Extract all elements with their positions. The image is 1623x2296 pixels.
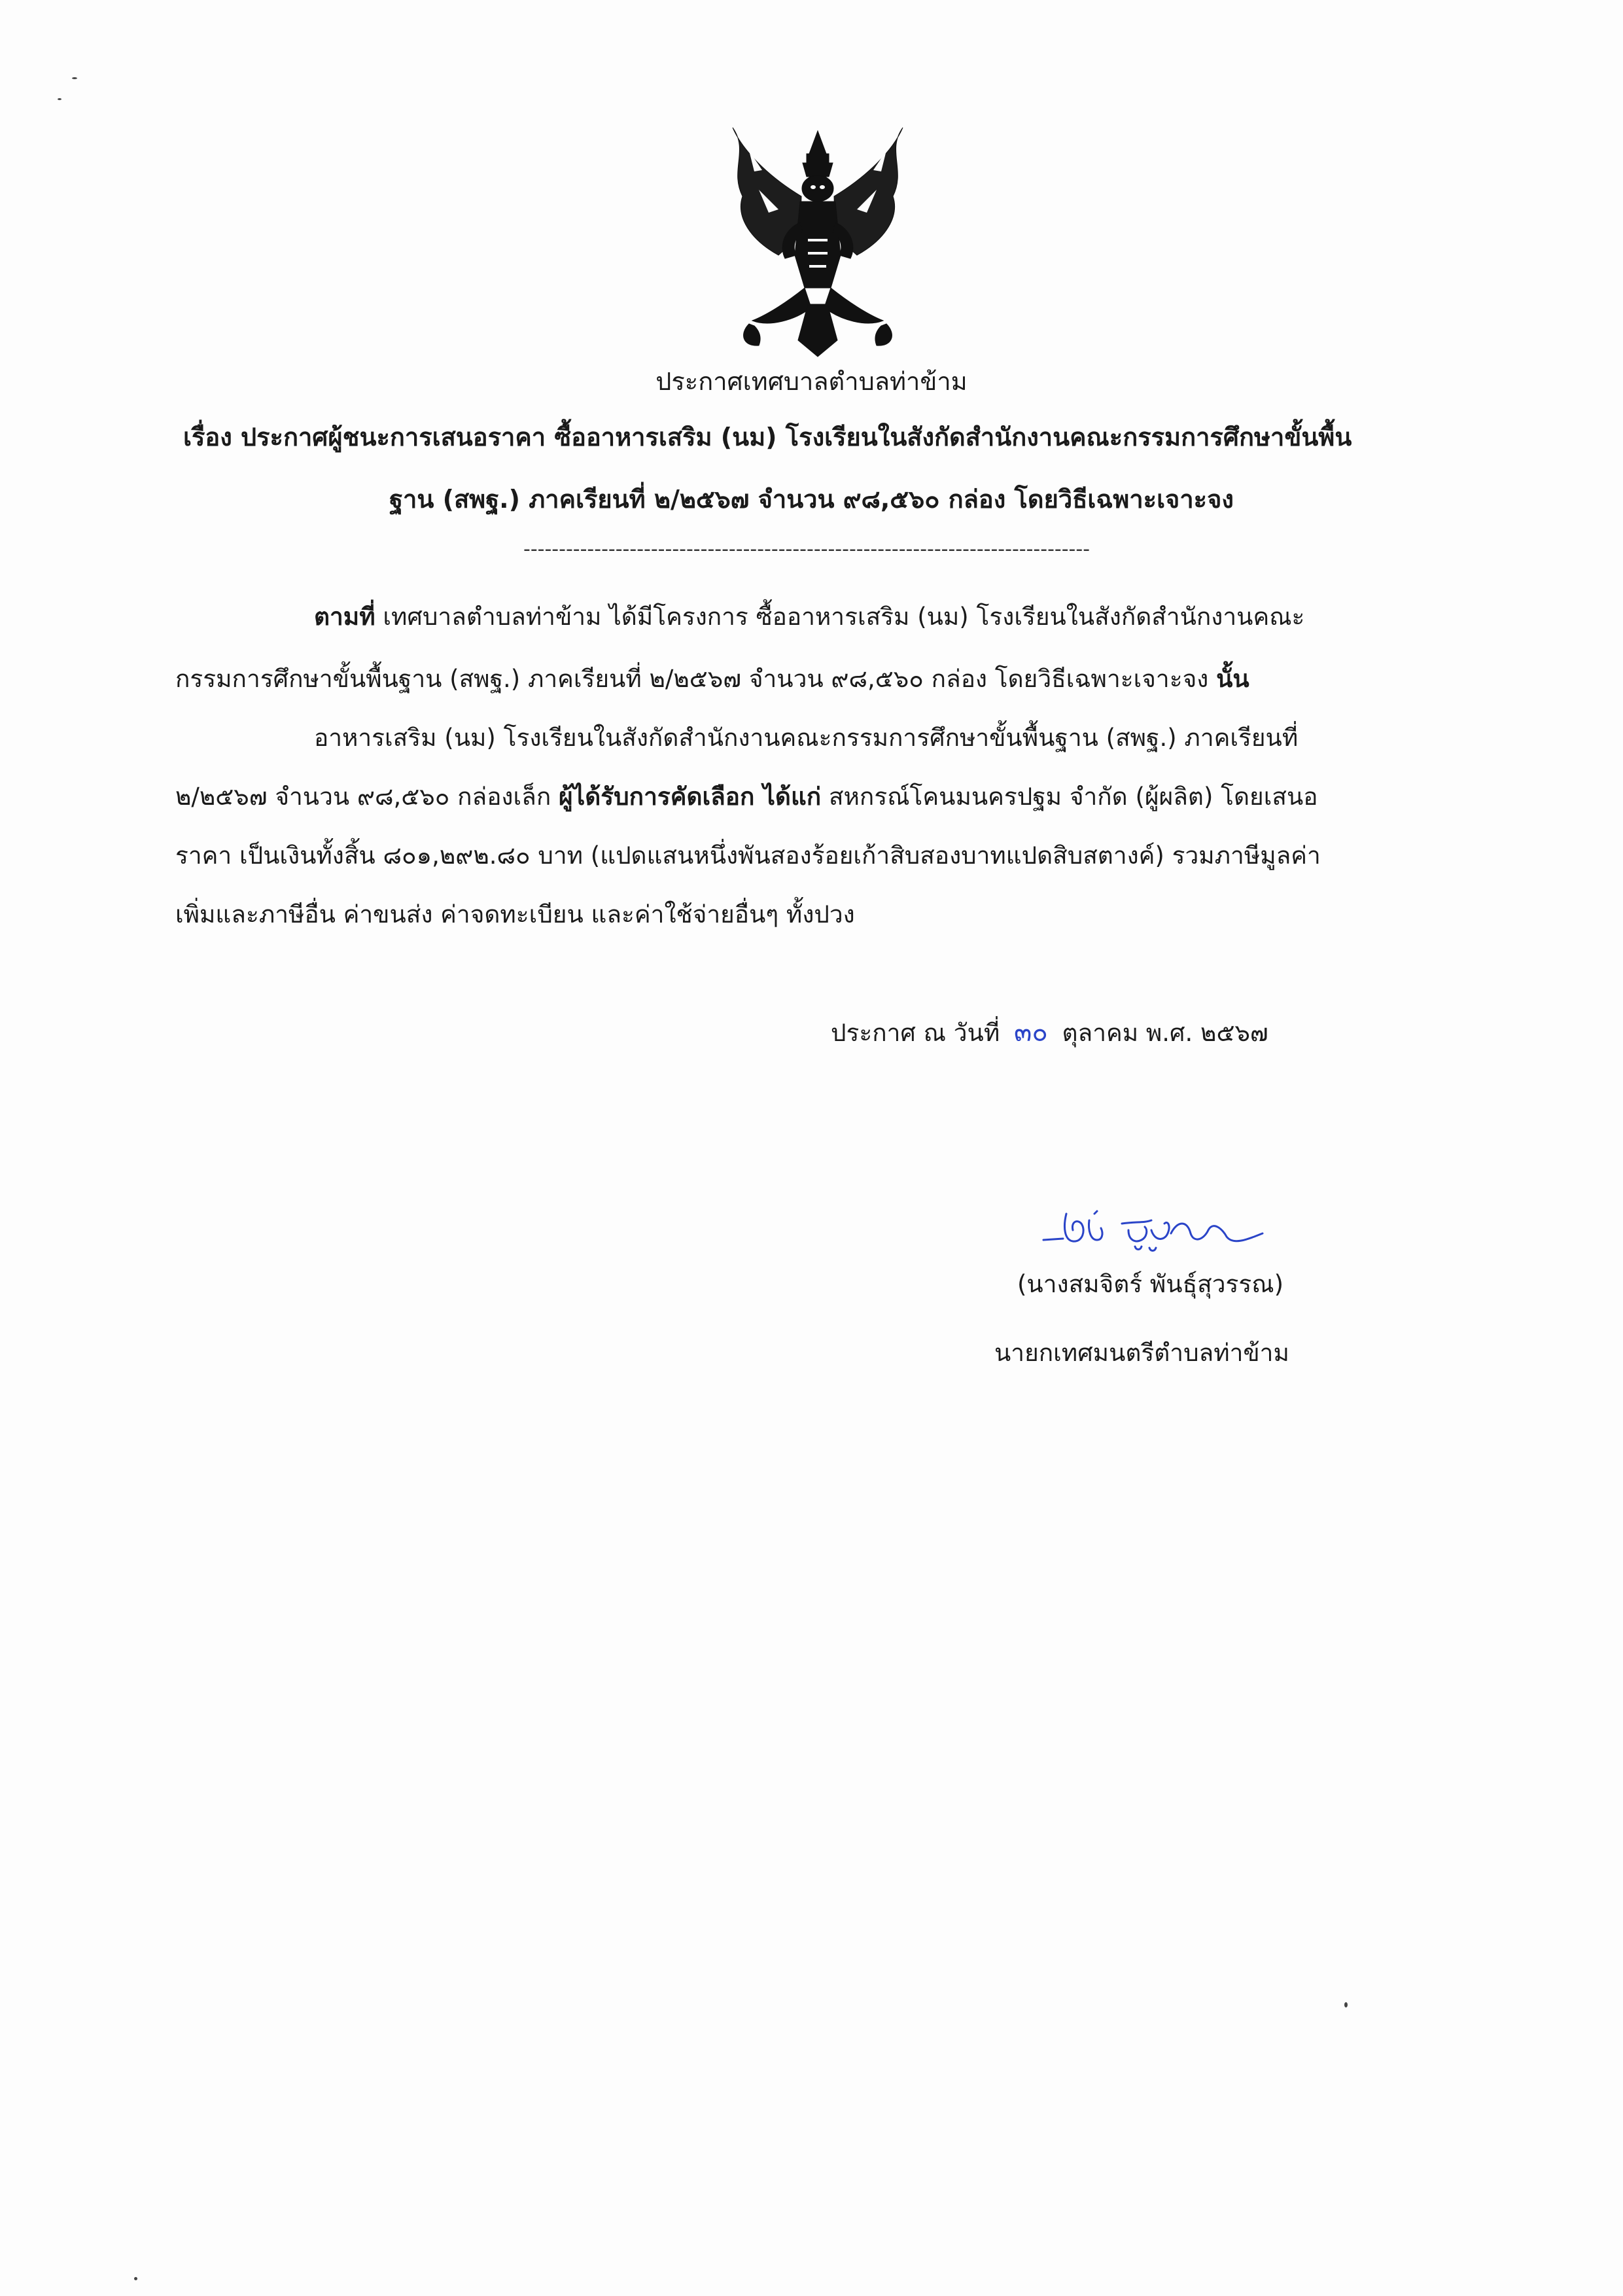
handwritten-signature: [1037, 1194, 1272, 1266]
garuda-emblem-icon: [723, 124, 913, 360]
scan-speck: [72, 77, 77, 79]
announcement-date: [831, 1014, 1268, 1051]
scan-speck: [58, 98, 61, 100]
body-line-4: [175, 779, 1318, 815]
body-line-1-lead: ตามที่: [314, 603, 375, 631]
body-line-2-text: กรรมการศึกษาขั้นพื้นฐาน (สพฐ.) ภาคเรียนที่ ๒/๒๕๖๗ จำนวน ๙๘,๕๖๐ กล่อง โดยวิธีเฉพาะเจาะจง: [175, 665, 1217, 693]
signer-title: นายกเทศมนตรีตำบลท่าข้าม: [994, 1339, 1289, 1367]
signer-name: (นางสมจิตร์ พันธุ์สุวรรณ): [1017, 1270, 1284, 1298]
scan-speck: [1344, 2002, 1348, 2007]
body-line-1: [314, 599, 1304, 635]
divider-line: --------------------------------------------------------------------------------: [523, 538, 1091, 561]
body-line-4-a: ๒/๒๕๖๗ จำนวน ๙๘,๕๖๐ กล่องเล็ก: [175, 783, 559, 811]
body-line-1-rest: เทศบาลตำบลท่าข้าม ได้มีโครงการ ซื้ออาหารเสริม (นม) โรงเรียนในสังกัดสำนักงานคณะ: [375, 603, 1305, 631]
date-day: ๓๐: [1013, 1017, 1048, 1048]
body-line-4-c: สหกรณ์โคนมนครปฐม จำกัด (ผู้ผลิต) โดยเสนอ: [821, 783, 1318, 811]
date-prefix: ประกาศ ณ วันที่: [831, 1019, 1000, 1047]
body-line-4-b: ผู้ได้รับการคัดเลือก ได้แก่: [558, 783, 822, 811]
body-line-2: [175, 661, 1249, 698]
body-line-2-end: นั้น: [1216, 665, 1249, 693]
scan-speck: [134, 2277, 137, 2280]
org-heading: ประกาศเทศบาลตำบลท่าข้าม: [655, 367, 968, 396]
body-line-3: อาหารเสริม (นม) โรงเรียนในสังกัดสำนักงานคณะกรรมการศึกษาขั้นพื้นฐาน (สพฐ.) ภาคเรียนที่: [314, 724, 1299, 752]
subject-line-2: ฐาน (สพฐ.) ภาคเรียนที่ ๒/๒๕๖๗ จำนวน ๙๘,๕๖๐ กล่อง โดยวิธีเฉพาะเจาะจง: [389, 485, 1234, 514]
body-line-5: ราคา เป็นเงินทั้งสิ้น ๘๐๑,๒๙๒.๘๐ บาท (แปดแสนหนึ่งพันสองร้อยเก้าสิบสองบาทแปดสิบสตางค์) รวมภาษีมูลค่า: [175, 841, 1321, 870]
date-month-year: ตุลาคม พ.ศ. ๒๕๖๗: [1062, 1019, 1268, 1047]
body-line-6: เพิ่มและภาษีอื่น ค่าขนส่ง ค่าจดทะเบียน และค่าใช้จ่ายอื่นๆ ทั้งปวง: [175, 900, 855, 928]
subject-line-1: เรื่อง ประกาศผู้ชนะการเสนอราคา ซื้ออาหารเสริม (นม) โรงเรียนในสังกัดสำนักงานคณะกรรมการศึกษาขั้นพื้น: [183, 423, 1352, 451]
